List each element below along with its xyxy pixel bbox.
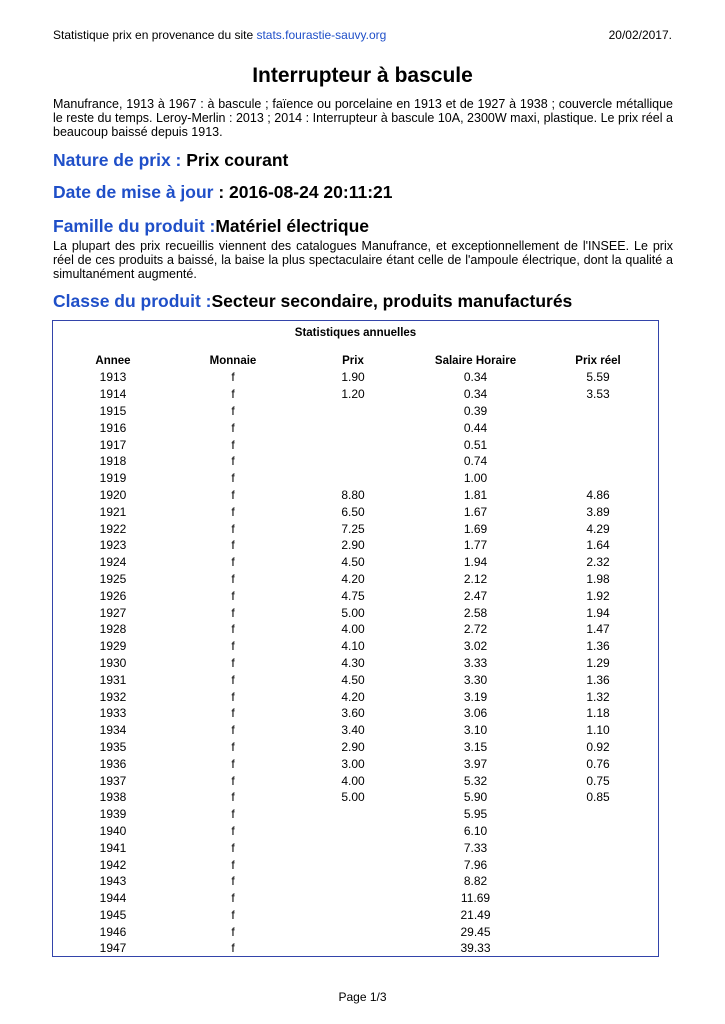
table-cell: 3.02 <box>463 639 488 654</box>
table-cell: 1939 <box>99 807 127 822</box>
table-cell <box>293 856 413 873</box>
table-cell: 4.50 <box>341 555 365 570</box>
table-cell: 5.95 <box>463 807 488 822</box>
table-row <box>53 772 658 789</box>
col-prix-reel: Prix réel <box>575 355 621 367</box>
table-cell: 1.94 <box>463 555 488 570</box>
table-cell: 1.10 <box>586 723 610 738</box>
table-cell: 2.12 <box>463 571 488 586</box>
col-salaire: Salaire Horaire <box>434 355 517 367</box>
table-cell: 0.39 <box>463 403 488 418</box>
table-cell: 1918 <box>99 454 127 469</box>
table-cell: 4.30 <box>341 655 365 670</box>
table-cell: 1926 <box>99 588 127 603</box>
table-row <box>53 621 658 638</box>
table-cell: f <box>231 403 235 418</box>
table-cell: f <box>231 723 235 738</box>
table-cell: f <box>231 857 235 872</box>
table-cell: 1931 <box>99 672 127 687</box>
table-cell: f <box>231 773 235 788</box>
table-cell: 1937 <box>99 773 127 788</box>
table-cell: 1946 <box>99 924 127 939</box>
table-cell <box>293 907 413 924</box>
table-cell: f <box>231 454 235 469</box>
table-cell: 1.29 <box>586 655 610 670</box>
table-cell <box>293 453 413 470</box>
table-cell: 4.86 <box>586 487 610 502</box>
table-cell: 3.53 <box>586 387 610 402</box>
table-row <box>53 453 658 470</box>
table-row <box>53 671 658 688</box>
classe-value: Secteur secondaire, produits manufacturés <box>211 291 573 311</box>
table-cell: 1945 <box>99 907 127 922</box>
table-row <box>53 873 658 890</box>
table-cell: 8.80 <box>341 487 365 502</box>
table-cell: 1917 <box>99 437 127 452</box>
famille-value: Matériel électrique <box>215 216 370 236</box>
table-cell: 0.74 <box>463 454 488 469</box>
table-cell: f <box>231 941 235 956</box>
table-cell: 21.49 <box>460 907 491 922</box>
table-cell: 1934 <box>99 723 127 738</box>
table-cell <box>293 403 413 420</box>
table-cell: f <box>231 891 235 906</box>
table-cell <box>538 940 658 957</box>
table-cell: 1.77 <box>463 538 488 553</box>
table-cell: 3.06 <box>463 706 488 721</box>
table-row <box>53 571 658 588</box>
date-value: : 2016-08-24 20:11:21 <box>218 182 393 202</box>
famille-label: Famille du produit : <box>53 216 216 236</box>
table-cell: 0.85 <box>586 790 610 805</box>
table-cell: 1932 <box>99 689 127 704</box>
table-body <box>53 369 658 957</box>
table-cell: f <box>231 655 235 670</box>
table-cell: 1.92 <box>586 588 610 603</box>
table-row <box>53 503 658 520</box>
table-cell: f <box>231 807 235 822</box>
table-cell: 1941 <box>99 840 127 855</box>
table-cell: f <box>231 840 235 855</box>
table-cell: 1927 <box>99 605 127 620</box>
table-cell: 3.97 <box>463 756 488 771</box>
table-cell <box>538 823 658 840</box>
source-link[interactable]: stats.fourastie-sauvy.org <box>256 28 387 42</box>
table-cell <box>538 436 658 453</box>
famille-description: La plupart des prix recueillis viennent des catalogues Manufrance, et exceptionnellement de l'INSEE. Le prix réel de ces produits a baissé, la baise la plus spectaculaire étant celle de l'ampoule électrique, dont la qualité a simultanément augmenté. <box>53 239 673 281</box>
page-number: Page 1/3 <box>338 990 387 1004</box>
table-cell <box>293 419 413 436</box>
table-cell: 0.34 <box>463 370 488 385</box>
table-cell <box>538 839 658 856</box>
table-cell <box>293 890 413 907</box>
table-cell: 1.98 <box>586 571 610 586</box>
table-row <box>53 470 658 487</box>
table-cell: f <box>231 521 235 536</box>
table-cell: f <box>231 387 235 402</box>
table-cell: 0.75 <box>586 773 610 788</box>
nature-value: Prix courant <box>186 150 289 170</box>
page-title: Interrupteur à bascule <box>252 64 473 87</box>
table-cell: f <box>231 571 235 586</box>
table-cell: f <box>231 823 235 838</box>
table-cell <box>538 890 658 907</box>
table-cell: 1940 <box>99 823 127 838</box>
table-cell: 4.75 <box>341 588 365 603</box>
table-cell: 5.00 <box>341 605 365 620</box>
table-cell: 3.89 <box>586 504 610 519</box>
table-row <box>53 839 658 856</box>
table-cell: 39.33 <box>460 941 491 956</box>
table-row <box>53 369 658 386</box>
table-row <box>53 386 658 403</box>
table-cell <box>293 923 413 940</box>
table-cell <box>293 873 413 890</box>
table-row <box>53 755 658 772</box>
table-cell: 0.76 <box>586 756 610 771</box>
nature-heading <box>53 150 288 171</box>
table-cell: 4.10 <box>341 639 365 654</box>
col-monnaie: Monnaie <box>209 355 257 367</box>
source-line <box>53 28 386 42</box>
table-cell: 1916 <box>99 420 127 435</box>
table-cell <box>293 940 413 957</box>
table-cell <box>293 436 413 453</box>
table-cell: 1.36 <box>586 672 610 687</box>
table-cell: 0.92 <box>586 739 610 754</box>
table-row <box>53 419 658 436</box>
table-row <box>53 907 658 924</box>
table-cell: 4.00 <box>341 773 365 788</box>
table-cell: 11.69 <box>460 891 491 906</box>
table-cell: f <box>231 907 235 922</box>
table-cell <box>293 823 413 840</box>
table-cell: f <box>231 487 235 502</box>
table-row <box>53 705 658 722</box>
table-cell: 5.00 <box>341 790 365 805</box>
table-header-row <box>53 353 658 369</box>
table-cell: 5.90 <box>463 790 488 805</box>
table-cell: f <box>231 588 235 603</box>
table-cell: 7.25 <box>341 521 365 536</box>
table-cell: f <box>231 790 235 805</box>
table-cell: 1.64 <box>586 538 610 553</box>
table-row <box>53 688 658 705</box>
table-title: Statistiques annuelles <box>294 327 417 339</box>
table-cell: 5.59 <box>586 370 610 385</box>
table-cell: 4.20 <box>341 571 365 586</box>
table-row <box>53 638 658 655</box>
col-prix: Prix <box>342 355 364 367</box>
table-row <box>53 856 658 873</box>
famille-heading <box>53 216 369 237</box>
header-date: 20/02/2017. <box>608 28 672 42</box>
table-cell: f <box>231 420 235 435</box>
table-cell <box>293 470 413 487</box>
table-cell: 1935 <box>99 739 127 754</box>
table-cell: 1915 <box>99 403 127 418</box>
table-row <box>53 403 658 420</box>
table-cell: 3.40 <box>341 723 365 738</box>
table-cell: 6.50 <box>341 504 365 519</box>
table-cell: 1929 <box>99 639 127 654</box>
classe-heading <box>53 291 572 312</box>
table-cell: 1.81 <box>463 487 488 502</box>
table-row <box>53 722 658 739</box>
table-cell: 1938 <box>99 790 127 805</box>
table-cell <box>538 453 658 470</box>
table-cell: 1936 <box>99 756 127 771</box>
table-cell: f <box>231 555 235 570</box>
table-row <box>53 823 658 840</box>
table-cell: 1.00 <box>463 471 488 486</box>
table-row <box>53 604 658 621</box>
table-cell: f <box>231 739 235 754</box>
table-cell: f <box>231 874 235 889</box>
table-row <box>53 436 658 453</box>
table-cell: 1933 <box>99 706 127 721</box>
table-cell: 1919 <box>99 471 127 486</box>
table-cell: 1944 <box>99 891 127 906</box>
table-cell <box>538 470 658 487</box>
table-row <box>53 890 658 907</box>
table-cell: 6.10 <box>463 823 488 838</box>
table-cell: 2.58 <box>463 605 488 620</box>
table-cell: 2.72 <box>463 622 488 637</box>
table-cell: 1.32 <box>586 689 610 704</box>
table-cell: 4.29 <box>586 521 610 536</box>
nature-label: Nature de prix : <box>53 150 182 170</box>
table-cell: 5.32 <box>463 773 488 788</box>
classe-label: Classe du produit : <box>53 291 212 311</box>
table-cell: 1.36 <box>586 639 610 654</box>
table-cell: f <box>231 672 235 687</box>
date-label: Date de mise à jour <box>53 182 214 202</box>
table-row <box>53 789 658 806</box>
table-cell: 1.90 <box>341 370 365 385</box>
table-cell: 2.47 <box>463 588 488 603</box>
table-cell: 1947 <box>99 941 127 956</box>
table-cell: f <box>231 471 235 486</box>
table-row <box>53 487 658 504</box>
table-cell <box>538 419 658 436</box>
table-cell: 4.50 <box>341 672 365 687</box>
table-cell: 7.96 <box>463 857 488 872</box>
table-cell: f <box>231 622 235 637</box>
table-cell <box>538 923 658 940</box>
table-cell: 2.90 <box>341 739 365 754</box>
table-cell: f <box>231 689 235 704</box>
table-row <box>53 655 658 672</box>
table-row <box>53 739 658 756</box>
table-cell: 3.30 <box>463 672 488 687</box>
table-cell: 3.60 <box>341 706 365 721</box>
table-cell: 1928 <box>99 622 127 637</box>
table-cell: 1.18 <box>586 706 610 721</box>
table-cell: 2.32 <box>586 555 610 570</box>
table-cell: 1913 <box>99 370 127 385</box>
table-cell: 4.20 <box>341 689 365 704</box>
table-cell <box>538 907 658 924</box>
table-cell <box>538 403 658 420</box>
table-cell: 1925 <box>99 571 127 586</box>
table-row <box>53 537 658 554</box>
table-cell <box>538 856 658 873</box>
stats-table-box <box>52 320 659 957</box>
table-cell <box>293 839 413 856</box>
table-cell: 3.15 <box>463 739 488 754</box>
table-cell: 1924 <box>99 555 127 570</box>
table-cell: 3.10 <box>463 723 488 738</box>
table-cell: 0.51 <box>463 437 488 452</box>
table-cell: f <box>231 605 235 620</box>
table-cell: f <box>231 639 235 654</box>
table-cell: 1942 <box>99 857 127 872</box>
table-cell <box>538 873 658 890</box>
table-cell: 1914 <box>99 387 127 402</box>
table-cell: 1920 <box>99 487 127 502</box>
table-cell: 1.67 <box>463 504 488 519</box>
table-cell: 3.19 <box>463 689 488 704</box>
table-cell: 1.20 <box>341 387 365 402</box>
table-cell: 1.47 <box>586 622 610 637</box>
table-cell <box>293 806 413 823</box>
page-header <box>53 28 672 44</box>
table-cell: 3.00 <box>341 756 365 771</box>
date-heading <box>53 182 393 203</box>
table-cell: f <box>231 437 235 452</box>
table-cell: 1921 <box>99 504 127 519</box>
table-row <box>53 520 658 537</box>
table-cell: 1.94 <box>586 605 610 620</box>
source-prefix: Statistique prix en provenance du site <box>53 28 254 42</box>
table-row <box>53 554 658 571</box>
table-cell: 1923 <box>99 538 127 553</box>
table-cell: 4.00 <box>341 622 365 637</box>
table-cell: f <box>231 504 235 519</box>
product-description: Manufrance, 1913 à 1967 : à bascule ; faïence ou porcelaine en 1913 et de 1927 à 1938 ; couvercle métallique le reste du temps. Leroy-Merlin : 2013 ; 2014 : Interrupteur à bascule 10A, 2300W maxi, plastique. Le prix réel a beaucoup baissé depuis 1913. <box>53 97 673 139</box>
col-annee: Annee <box>95 355 131 367</box>
table-cell: f <box>231 538 235 553</box>
table-cell: 7.33 <box>463 840 488 855</box>
table-cell: 2.90 <box>341 538 365 553</box>
table-cell: 1922 <box>99 521 127 536</box>
stats-table <box>53 353 658 957</box>
table-row <box>53 923 658 940</box>
table-cell: 3.33 <box>463 655 488 670</box>
table-cell: 8.82 <box>463 874 488 889</box>
table-cell: 1930 <box>99 655 127 670</box>
table-row <box>53 587 658 604</box>
table-cell: 0.44 <box>463 420 488 435</box>
table-row <box>53 940 658 957</box>
table-cell: 1.69 <box>463 521 488 536</box>
table-cell: 29.45 <box>460 924 491 939</box>
table-cell: 1943 <box>99 874 127 889</box>
table-cell: f <box>231 706 235 721</box>
table-cell: 0.34 <box>463 387 488 402</box>
table-cell: f <box>231 370 235 385</box>
table-cell <box>538 806 658 823</box>
table-cell: f <box>231 924 235 939</box>
table-row <box>53 806 658 823</box>
table-cell: f <box>231 756 235 771</box>
